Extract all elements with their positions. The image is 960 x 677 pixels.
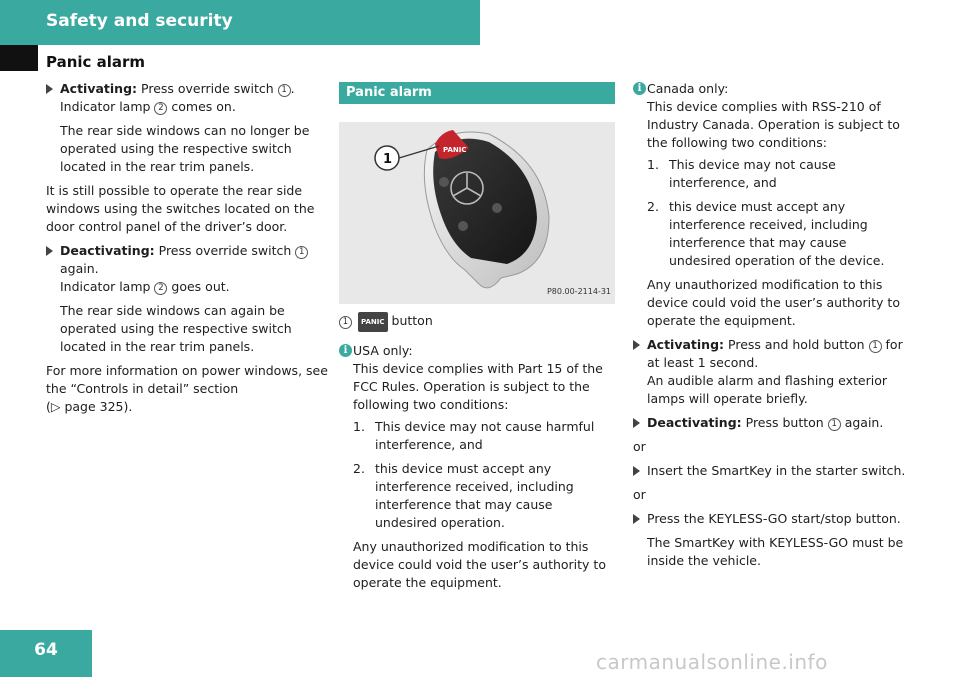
list-item: 1. This device may not cause interference, and	[647, 157, 836, 190]
callout-1-icon: 1	[295, 246, 308, 259]
deactivating-step: Deactivating: Press override switch 1 again. Indicator lamp 2 goes out.	[46, 242, 328, 296]
arrow-bullet-icon	[633, 340, 640, 350]
usa-modification-text: Any unauthorized modification to this device could void the user’s authority to operate the equipment.	[353, 539, 606, 590]
header-marker-block	[0, 45, 38, 71]
arrow-bullet-icon	[633, 418, 640, 428]
callout-2-icon: 2	[154, 282, 167, 295]
canada-modification-text: Any unauthorized modification to this device could void the user’s authority to operate the equipment.	[647, 277, 900, 328]
watermark: carmanualsonline.info	[596, 650, 828, 674]
rear-windows-no-longer-text: The rear side windows can no longer be operated using the respective switch located in the rear trim panels.	[60, 123, 310, 174]
page-reference-link[interactable]: (▷ page 325).	[46, 399, 133, 414]
column-2	[339, 80, 615, 598]
info-icon: i	[339, 344, 352, 357]
activating-step: Activating: Press and hold button 1 for at least 1 second. An audible alarm and flashing exterior lamps will operate briefly.	[633, 336, 909, 408]
svg-text:1: 1	[383, 152, 393, 167]
arrow-bullet-icon	[633, 514, 640, 524]
callout-1-icon: 1	[339, 316, 352, 329]
page-number: 64	[0, 630, 92, 677]
usa-info-note: i USA only: This device complies with Part 15 of the FCC Rules. Operation is subject to the following two conditions: 1. This device may not cause harmful interference, and 2. this device must accept any interference received, including interference that may cause undesired operation. Any unauthorized modification to this device could void the user’s authority to operate the equipment.	[339, 342, 615, 592]
callout-1-icon: 1	[278, 84, 291, 97]
press-keyless-step: Press the KEYLESS-GO start/stop button.	[633, 510, 909, 528]
arrow-bullet-icon	[46, 84, 53, 94]
canada-info-note: i Canada only: This device complies with RSS-210 of Industry Canada. Operation is subject to the following two conditions: 1. This device may not cause interference, and 2. this device must accept any interference received, including interference that may cause undesired operation of the device. Any unauthorized modification to this device could void the user’s authority to operate the equipment.	[633, 80, 909, 330]
chapter-header-bar	[0, 0, 480, 45]
column-1	[46, 80, 328, 422]
photo-caption: 1 PANIC button	[339, 312, 615, 332]
panic-key-label: PANIC	[443, 146, 467, 154]
subsection-title: Panic alarm	[46, 53, 146, 71]
callout-1-icon: 1	[869, 340, 882, 353]
callout-2-icon: 2	[154, 102, 167, 115]
chapter-title: Safety and security	[46, 11, 233, 31]
callout-1-icon: 1	[828, 418, 841, 431]
column-3	[633, 80, 909, 576]
arrow-bullet-icon	[46, 246, 53, 256]
keyless-inside-text: The SmartKey with KEYLESS-GO must be inside the vehicle.	[647, 535, 904, 568]
list-item: 1. This device may not cause harmful interference, and	[353, 419, 595, 452]
photo-code: P80.00-2114-31	[546, 287, 611, 296]
section-bar-panic-alarm: Panic alarm	[339, 82, 615, 104]
list-item: 2. this device must accept any interference received, including interference that may cause undesired operation of the device.	[647, 199, 885, 268]
list-item: 2. this device must accept any interference received, including interference that may cause undesired operation.	[353, 461, 574, 530]
insert-key-step: Insert the SmartKey in the starter switch.	[633, 462, 909, 480]
or-text: or	[633, 439, 646, 454]
activating-step: Activating: Press override switch 1 . Indicator lamp 2 comes on.	[46, 80, 328, 116]
deactivating-step: Deactivating: Press button 1 again.	[633, 414, 909, 432]
usa-conditions-list	[353, 418, 615, 532]
canada-conditions-list	[647, 156, 909, 270]
or-text: or	[633, 487, 646, 502]
smartkey-illustration	[339, 122, 615, 304]
panic-button-icon: PANIC	[358, 312, 388, 332]
still-possible-text: It is still possible to operate the rear side windows using the switches located on the door control panel of the driver’s door.	[46, 183, 315, 234]
info-icon: i	[633, 82, 646, 95]
arrow-bullet-icon	[633, 466, 640, 476]
more-info-text: For more information on power windows, see the “Controls in detail” section (▷ page 325).	[46, 363, 328, 414]
rear-windows-again-text: The rear side windows can again be operated using the respective switch located in the rear trim panels.	[60, 303, 292, 354]
key-photo	[339, 122, 615, 304]
